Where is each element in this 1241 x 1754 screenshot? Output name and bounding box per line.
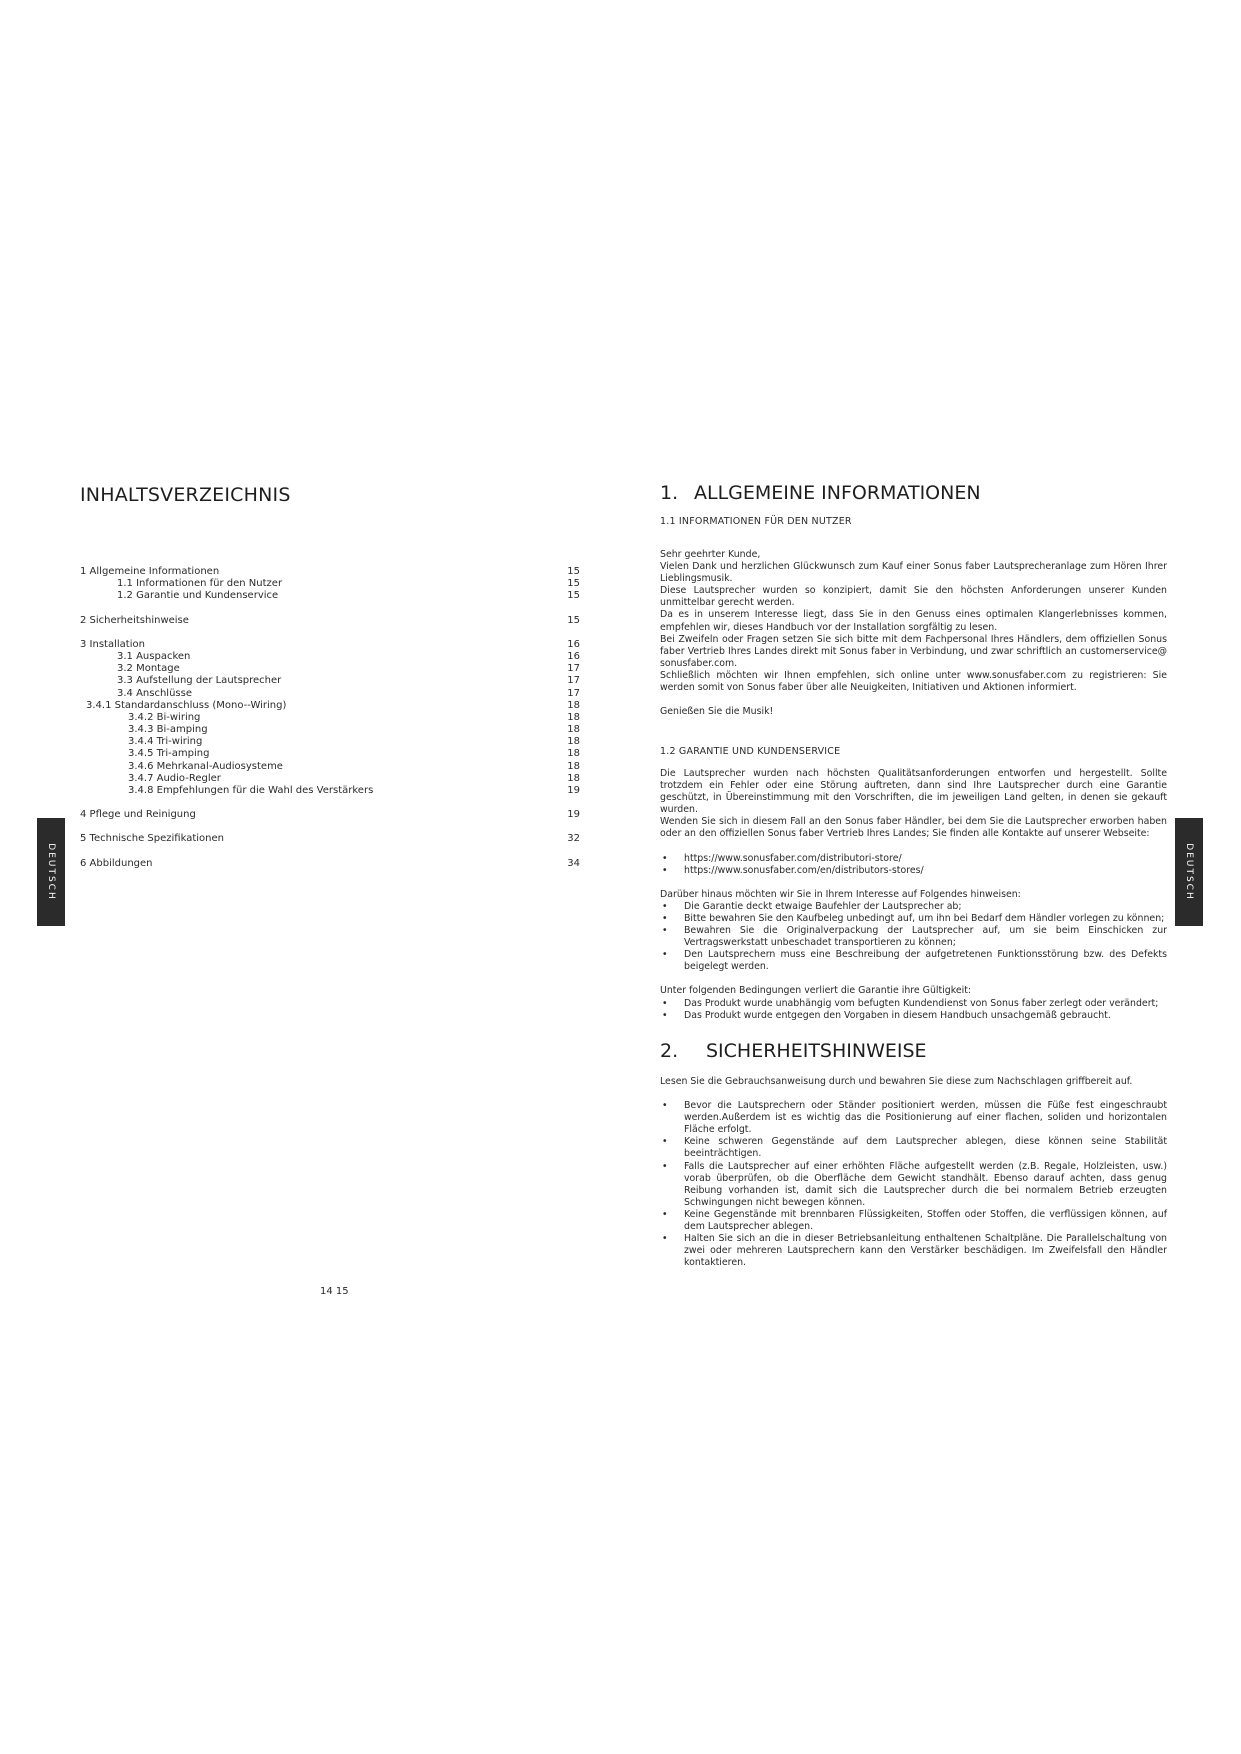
list-item: • Falls die Lautsprecher auf einer erhöhten Fläche aufgestellt werden (z.B. Regale, Holzleisten, usw.) vorab überprüfen, ob die Oberfläche dem Gewicht standhält. Ebenso darauf achten, dass genug Reibung vorhanden ist, damit sich die Lautsprecher durch die bei normalem Betrieb erzeugten Schwingungen nicht bewegen können.: [660, 1161, 1167, 1209]
toc-entry[interactable]: [80, 724, 580, 736]
toc-entry-page: 18: [567, 748, 580, 760]
toc-entry-page: 32: [567, 833, 580, 845]
toc-entry[interactable]: [80, 809, 580, 821]
toc-entry[interactable]: [80, 773, 580, 785]
toc-entry-label: 3.4.8 Empfehlungen für die Wahl des Verstärkers: [128, 785, 374, 796]
paragraph: Die Lautsprecher wurden nach höchsten Qualitätsanforderungen entworfen und hergestellt. Sollte trotzdem ein Fehler oder eine Störung auftreten, dann sind Ihre Lautsprecher durch eine Garantie geschützt, in Übereinstimmung mit den Vorschriften, die im jeweiligen Land gelten, in denen sie gekauft wurden.: [660, 768, 1167, 816]
toc-entry-label: 1.1 Informationen für den Nutzer: [117, 578, 283, 590]
list-item: • Keine schweren Gegenstände auf dem Lautsprecher ablegen, diese können seine Stabilität beeinträchtigen.: [660, 1136, 1167, 1160]
toc-entry-page: 19: [567, 809, 580, 821]
list-item: • Das Produkt wurde entgegen den Vorgaben in diesem Handbuch unsachgemäß gebraucht.: [660, 1010, 1167, 1022]
toc-entry-label: 3.2 Montage: [117, 663, 180, 675]
side-language-tab-label: DEUTSCH: [46, 843, 56, 901]
toc-entry-page: 17: [567, 663, 580, 675]
toc-entry[interactable]: [80, 736, 580, 748]
list-item: • Die Garantie deckt etwaige Baufehler der Lautsprecher ab;: [660, 901, 1167, 913]
toc-entry-label: 3.4.6 Mehrkanal-Audiosysteme: [128, 760, 283, 772]
toc-entry-page: 15: [567, 566, 580, 577]
toc-entry[interactable]: [80, 675, 580, 687]
toc-entry[interactable]: [80, 761, 580, 773]
toc-entry-page: 18: [567, 760, 580, 772]
toc-entry-page: 19: [567, 785, 580, 796]
list-item: • Halten Sie sich an die in dieser Betriebsanleitung enthaltenen Schaltpläne. Die Parallelschaltung von zwei oder mehreren Lautsprechern kann den Verstärker beschädigen. Im Zweifelsfall den Händler kontaktieren.: [660, 1233, 1167, 1269]
safety-text: [660, 1076, 1167, 1269]
section-title: ALLGEMEINE INFORMATIONEN: [694, 482, 981, 504]
toc-entry-page: 18: [567, 699, 580, 711]
toc-entry-label: 3 Installation: [80, 638, 145, 650]
list-item: • Bevor die Lautsprechern oder Ständer positioniert werden, müssen die Füße fest eingeschraubt werden.Außerdem ist es wichtig das die Positionierung auf einer flachen, soliden und horizontalen Fläche erfolgt.: [660, 1100, 1167, 1136]
toc-entry-page: 15: [567, 590, 580, 602]
toc-entry[interactable]: [80, 748, 580, 760]
toc-entry-page: 16: [567, 638, 580, 650]
toc-entry-page: 34: [567, 857, 580, 869]
toc-entry-label: 6 Abbildungen: [80, 857, 153, 869]
notice-list: [660, 901, 1167, 974]
toc-entry-page: 17: [567, 675, 580, 687]
section-heading-2: [660, 1040, 1167, 1062]
toc-entry-label: 3.1 Auspacken: [117, 650, 191, 662]
toc-entry[interactable]: [80, 785, 580, 797]
toc-entry[interactable]: [80, 566, 580, 578]
toc-entry[interactable]: [80, 833, 580, 845]
list-item: • Bitte bewahren Sie den Kaufbeleg unbedingt auf, um ihn bei Bedarf dem Händler vorlegen zu können;: [660, 913, 1167, 925]
toc-entry[interactable]: [80, 858, 580, 870]
subsection-heading-1-2: 1.2 GARANTIE UND KUNDENSERVICE: [660, 746, 841, 757]
section-number: 1.: [660, 482, 679, 504]
side-language-tab-label: DEUTSCH: [1184, 843, 1194, 901]
toc-entry-label: 3.4.7 Audio-Regler: [128, 772, 221, 784]
warranty-text: [660, 768, 1167, 1022]
toc-entry-page: 16: [567, 650, 580, 662]
toc-entry-page: 17: [567, 687, 580, 699]
toc-entry[interactable]: [80, 615, 580, 627]
toc-entry-page: 15: [567, 578, 580, 590]
user-info-text: [660, 549, 1167, 718]
toc-entry[interactable]: [80, 639, 580, 651]
toc-entry-label: 1 Allgemeine Informationen: [80, 566, 220, 577]
side-language-tab-left: [37, 818, 65, 926]
closing-line: Genießen Sie die Musik!: [660, 706, 774, 718]
website-link[interactable]: • https://www.sonusfaber.com/distributori-store/: [660, 853, 1167, 865]
toc-entry[interactable]: [80, 578, 580, 590]
toc-entry[interactable]: [80, 590, 580, 602]
toc-title: INHALTSVERZEICHNIS: [80, 484, 291, 506]
notice-intro: Darüber hinaus möchten wir Sie in Ihrem Interesse auf Folgendes hinweisen:: [660, 888, 1021, 900]
toc-entry-label: 3.4 Anschlüsse: [117, 687, 192, 699]
void-intro: Unter folgenden Bedingungen verliert die Garantie ihre Gültigkeit:: [660, 985, 972, 997]
paragraph: Sehr geehrter Kunde,: [660, 549, 761, 560]
toc-entry-label: 3.4.1 Standardanschluss (Mono--Wiring): [86, 699, 287, 711]
website-link[interactable]: • https://www.sonusfaber.com/en/distributors-stores/: [660, 865, 1167, 877]
paragraph: Schließlich möchten wir Ihnen empfehlen, sich online unter www.sonusfaber.com zu registrieren: Sie werden somit von Sonus faber über alle Neuigkeiten, Initiativen und Aktionen informiert.: [660, 669, 1167, 694]
paragraph: Wenden Sie sich in diesem Fall an den Sonus faber Händler, bei dem Sie die Lautsprecher erworben haben oder an den offiziellen Sonus faber Vertrieb Ihres Landes; Sie finden alle Kontakte auf unserer Webseite:: [660, 816, 1167, 840]
page-numbers: 14 15: [320, 1286, 349, 1297]
toc-entry[interactable]: [80, 688, 580, 700]
toc-entry-page: 18: [567, 711, 580, 723]
paragraph: Da es in unserem Interesse liegt, dass Sie in den Genuss eines optimalen Klangerlebnisses kommen, empfehlen wir, dieses Handbuch vor der Installation sorgfältig zu lesen.: [660, 609, 1167, 633]
toc-entry-label: 3.4.2 Bi-wiring: [128, 711, 201, 723]
toc-entry-page: 18: [567, 772, 580, 784]
subsection-heading-1-1: 1.1 INFORMATIONEN FÜR DEN NUTZER: [660, 516, 852, 527]
toc-entry[interactable]: [80, 651, 580, 663]
paragraph: Bei Zweifeln oder Fragen setzen Sie sich bitte mit dem Fachpersonal Ihres Händlers, dem offiziellen Sonus faber Vertrieb Ihres Landes direkt mit Sonus faber in Verbindung, und zwar schriftlich an customerservice@ sonusfaber.com.: [660, 633, 1167, 669]
list-item: • Das Produkt wurde unabhängig vom befugten Kundendienst von Sonus faber zerlegt oder verändert;: [660, 998, 1167, 1010]
side-language-tab-right: [1175, 818, 1203, 926]
toc-entry[interactable]: [80, 712, 580, 724]
list-item: • Keine Gegenstände mit brennbaren Flüssigkeiten, Stoffen oder Stoffen, die verflüssigen können, auf dem Lautsprecher ablegen.: [660, 1209, 1167, 1233]
paragraph: Vielen Dank und herzlichen Glückwunsch zum Kauf einer Sonus faber Lautsprecheranlage zum Hören Ihrer Lieblingsmusik.: [660, 561, 1167, 585]
section-number: 2.: [660, 1040, 679, 1062]
safety-intro: Lesen Sie die Gebrauchsanweisung durch und bewahren Sie diese zum Nachschlagen griffbereit auf.: [660, 1076, 1133, 1087]
section-heading-1: [660, 482, 1167, 504]
toc-entry-page: 18: [567, 724, 580, 736]
safety-list: [660, 1100, 1167, 1269]
toc-entry-label: 4 Pflege und Reinigung: [80, 809, 196, 821]
toc-entry-label: 5 Technische Spezifikationen: [80, 833, 224, 845]
toc-entry-label: 2 Sicherheitshinweise: [80, 614, 189, 626]
table-of-contents: [80, 566, 580, 870]
section-title: SICHERHEITSHINWEISE: [706, 1040, 927, 1062]
list-item: • Den Lautsprechern muss eine Beschreibung der aufgetretenen Funktionsstörung bzw. des Defekts beigelegt werden.: [660, 949, 1167, 973]
toc-entry-label: 3.4.4 Tri-wiring: [128, 736, 203, 748]
list-item: • Bewahren Sie die Originalverpackung der Lautsprecher auf, um sie beim Einschicken zur Vertragswerkstatt unbeschadet transportieren zu können;: [660, 925, 1167, 949]
void-list: [660, 998, 1167, 1022]
link-list: [660, 853, 1167, 877]
toc-entry-page: 15: [567, 614, 580, 626]
toc-entry-page: 18: [567, 736, 580, 748]
toc-entry-label: 3.3 Aufstellung der Lautsprecher: [117, 675, 282, 687]
toc-entry-label: 1.2 Garantie und Kundenservice: [117, 590, 279, 602]
toc-entry[interactable]: [80, 663, 580, 675]
paragraph: Diese Lautsprecher wurden so konzipiert, damit Sie den höchsten Anforderungen unserer Kunden unmittelbar gerecht werden.: [660, 585, 1167, 609]
toc-entry-label: 3.4.5 Tri-amping: [128, 748, 210, 760]
toc-entry[interactable]: [80, 700, 580, 712]
toc-entry-label: 3.4.3 Bi-amping: [128, 724, 208, 736]
